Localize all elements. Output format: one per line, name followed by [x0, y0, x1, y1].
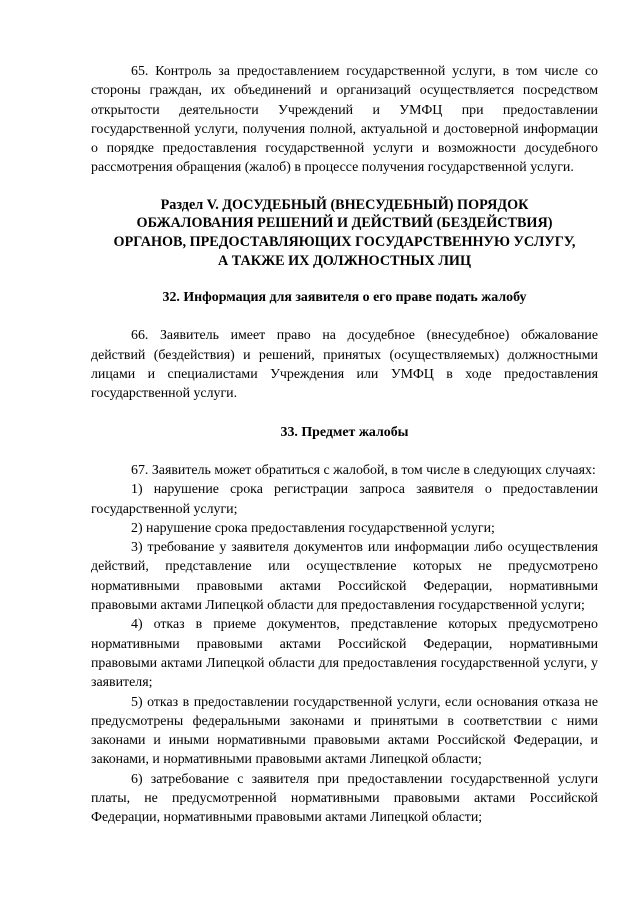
section-title — [91, 196, 598, 270]
paragraph-66: 66. Заявитель имеет право на досудебное (внесудебное) обжалование действий (бездействия) и решений, принятых (осуществляемых) должностными лицами и специалистами Учреждения или УМФЦ в ходе предоставления государственной услуги. — [91, 328, 598, 402]
section-title-line: ОБЖАЛОВАНИЯ РЕШЕНИЙ И ДЕЙСТВИЙ (БЕЗДЕЙСТВИЯ) — [136, 215, 553, 232]
section-title-line: Раздел V. ДОСУДЕБНЫЙ (ВНЕСУДЕБНЫЙ) ПОРЯДОК — [160, 196, 529, 213]
heading-33: 33. Предмет жалобы — [280, 424, 409, 440]
section-title-line: А ТАКЖЕ ИХ ДОЛЖНОСТНЫХ ЛИЦ — [218, 252, 471, 269]
list-item-4: 4) отказ в приеме документов, представление которых предусмотрено нормативными правовыми актами Российской Федерации, нормативными правовыми актами Липецкой области для предоставления государственной услуги, у заявителя; — [91, 617, 598, 691]
paragraph-67: 67. Заявитель может обратиться с жалобой, в том числе в следующих случаях: — [131, 462, 596, 478]
heading-32: 32. Информация для заявителя о его праве подать жалобу — [162, 290, 527, 306]
list-item-2: 2) нарушение срока предоставления государственной услуги; — [131, 520, 495, 536]
list-item-6: 6) затребование с заявителя при предоставлении государственной услуги платы, не предусмотренной нормативными правовыми актами Российской Федерации, нормативными правовыми актами Липецкой области; — [91, 771, 598, 826]
paragraph-65: 65. Контроль за предоставлением государственной услуги, в том числе со стороны граждан, их объединений и организаций осуществляется посредством открытости деятельности Учреждений и УМФЦ при предоставлении государственной услуги, получения полной, актуальной и достоверной информации о порядке предоставления государственной услуги и возможности досудебного рассмотрения обращения (жалоб) в процессе получения государственной услуги. — [91, 64, 598, 176]
list-item-5: 5) отказ в предоставлении государственной услуги, если основания отказа не предусмотрены федеральными законами и принятыми в соответствии с ними законами и иными нормативными правовыми актами Российской Федерации, и законами, и нормативными правовыми актами Липецкой области; — [91, 694, 598, 768]
list-item-3: 3) требование у заявителя документов или информации либо осуществления действий, представление или осуществление которых не предусмотрено нормативными правовыми актами Российской Федерации, нормативными правовыми актами Липецкой области для предоставления государственной услуги; — [91, 540, 598, 614]
section-title-line: ОРГАНОВ, ПРЕДОСТАВЛЯЮЩИХ ГОСУДАРСТВЕННУЮ УСЛУГУ, — [113, 233, 576, 250]
list-item-1: 1) нарушение срока регистрации запроса заявителя о предоставлении государственной услуги; — [91, 482, 598, 517]
